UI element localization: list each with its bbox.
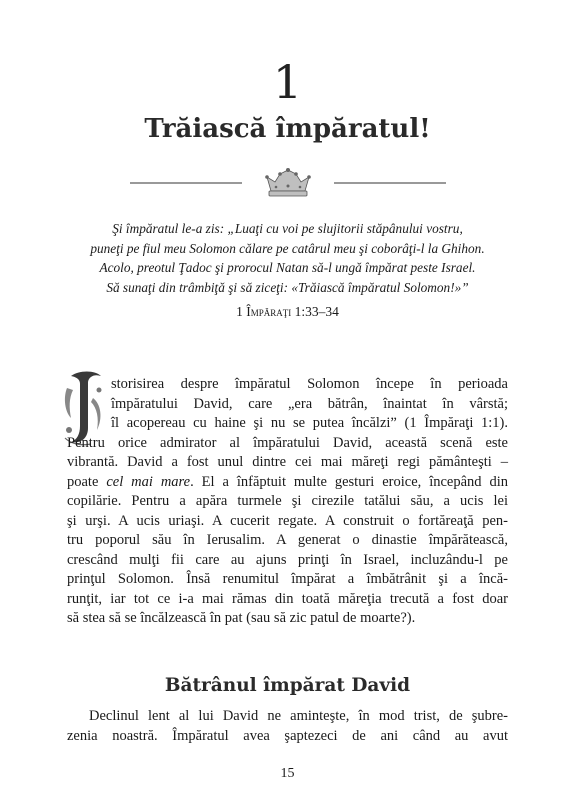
text-line: îl acopereau cu haine şi nu se putea încălzi” (1 Împăraţi 1:1).: [111, 415, 508, 431]
section-heading: Bătrânul împărat David: [164, 675, 411, 696]
text-line: să stea să se încălzească în pat (sau să zic patul de moarte?).: [67, 610, 416, 626]
text-line: crescând mulţi fii care au ajuns prinţi în Israel, incluzându-l pe: [67, 551, 508, 568]
epigraph: [56, 219, 519, 297]
reference-book: Împăraţi: [246, 304, 292, 319]
text-line: vibrantă. David a fost unul dintre cei mai măreţi regi pământeşti –: [67, 454, 508, 470]
chapter-title: Trăiască împăratul!: [144, 114, 431, 144]
reference-verses: 1:33–34: [291, 304, 339, 319]
page-number: 15: [280, 766, 295, 781]
text-line: zenia noastră. Împăratul avea şaptezeci de ani când au avut: [67, 727, 508, 744]
reference-prefix: 1: [236, 304, 247, 319]
text-line: storisirea despre împăratul Solomon începe în perioada: [111, 376, 508, 392]
text-line: [67, 473, 508, 493]
epigraph-reference: [0, 303, 575, 321]
text-line: tru poporul său în Ierusalim. A generat o dinastie împărătească,: [67, 532, 508, 548]
text-line: prinţul Solomon. Însă renumitul împărat a îmbătrânit şi a încă-: [67, 571, 508, 587]
paragraph-2: [67, 707, 508, 746]
epigraph-line: Acolo, preotul Ţadoc şi prorocul Natan să-l ungă împărat peste Israel.: [99, 260, 476, 275]
paragraph-1: [67, 375, 508, 629]
text-segment: . El a înfăptuit multe gesturi eroice, începând din: [190, 473, 508, 490]
text-line: Declinul lent al lui David ne aminteşte, în mod trist, de şubre-: [89, 708, 508, 724]
text-line: Pentru orice admirator al împăratului David, această scenă este: [67, 434, 508, 451]
emphasis-text: cel mai mare: [106, 473, 191, 490]
crown-divider: [130, 167, 446, 199]
crown-icon: [130, 167, 446, 199]
epigraph-line: Şi împăratul le-a zis: „Luaţi cu voi pe slujitorii stăpânului vostru,: [112, 221, 463, 236]
text-line: împăratului David, care „era bătrân, înaintat în vârstă;: [111, 395, 508, 412]
text-line: runţit, iar tot ce i-a mai rămas din toată măreţia trecută a fost doar: [67, 590, 508, 607]
text-line: şi urşi. A ucis uriaşi. A cucerit regate. A construit o fortăreaţă pen-: [67, 512, 508, 529]
chapter-number: 1: [272, 55, 303, 109]
text-line: copilărie. Pentru a apăra turmele şi cirezile tatălui său, a ucis lei: [67, 493, 508, 509]
epigraph-line: puneţi pe fiul meu Solomon călare pe catârul meu şi coborâţi-l la Ghihon.: [90, 240, 485, 256]
text-segment: poate: [67, 473, 107, 490]
epigraph-line: Să sunaţi din trâmbiţă şi să ziceţi: «Trăiască împăratul Solomon!»”: [106, 279, 469, 295]
